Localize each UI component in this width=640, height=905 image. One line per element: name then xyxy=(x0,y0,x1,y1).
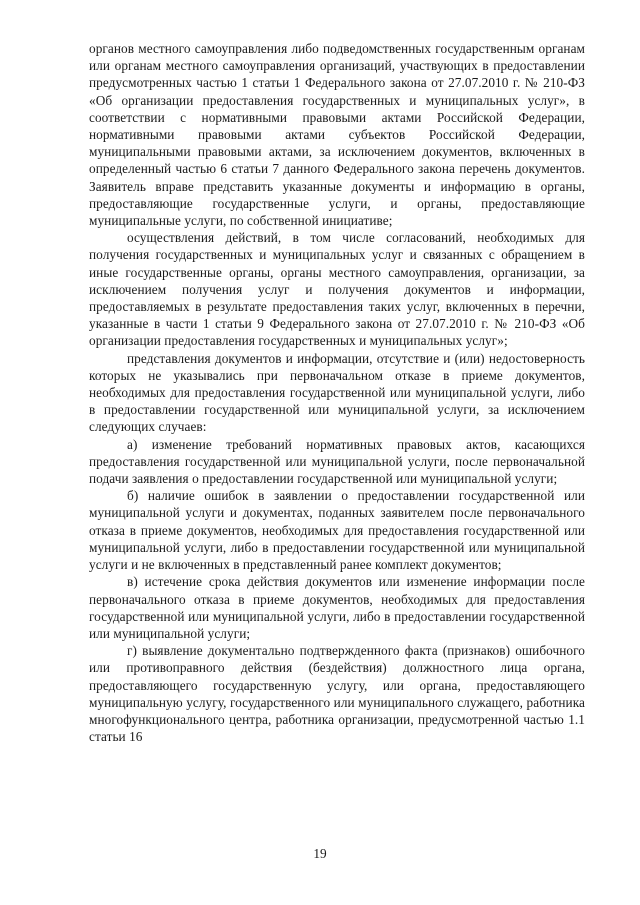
document-body xyxy=(89,40,585,745)
list-item-g: г) выявление документально подтвержденного факта (признаков) ошибочного или противоправного действия (бездействия) должностного лица органа, предоставляющего государственную услугу, или органа, предоставляющего муниципальную услугу, государственного или муниципального служащего, работника многофункционального центра, работника организации, предусмотренной частью 1.1 статьи 16 xyxy=(89,643,585,745)
page-number: 19 xyxy=(313,846,327,861)
list-item-b: б) наличие ошибок в заявлении о предоставлении государственной или муниципальной услуги и документах, поданных заявителем после первоначального отказа в приеме документов, необходимых для предоставления государственной или муниципальной услуги, либо в предоставлении государственной или муниципальной услуги и не включенных в представленный ранее комплект документов; xyxy=(89,488,585,573)
paragraph-continuation: органов местного самоуправления либо подведомственных государственным органам или органам местного самоуправления организаций, участвующих в предоставлении предусмотренных частью 1 статьи 1 Федерального закона от 27.07.2010 г. № 210-ФЗ «Об организации предоставления государственных и муниципальных услуг», в соответствии с нормативными правовыми актами Российской Федерации, нормативными правовыми актами субъектов Российской Федерации, муниципальными правовыми актами, за исключением документов, включенных в определенный частью 6 статьи 7 данного Федерального закона перечень документов. Заявитель вправе представить указанные документы и информацию в органы, предоставляющие государственные услуги, и органы, предоставляющие муниципальные услуги, по собственной инициативе; xyxy=(89,41,585,229)
list-item-a: а) изменение требований нормативных правовых актов, касающихся предоставления государственной или муниципальной услуги, после первоначальной подачи заявления о предоставлении государственной или муниципальной услуги; xyxy=(89,436,585,487)
list-item-v: в) истечение срока действия документов или изменение информации после первоначального отказа в приеме документов, необходимых для предоставления государственной или муниципальной услуги, либо в предоставлении государственной или муниципальной услуги; xyxy=(89,574,585,641)
paragraph-actions: осуществления действий, в том числе согласований, необходимых для получения государственных и муниципальных услуг и связанных с обращением в иные государственные органы, органы местного самоуправления, организации, за исключением получения услуг и получения документов и информации, предоставляемых в результате предоставления таких услуг, включенных в перечни, указанные в части 1 статьи 9 Федерального закона от 27.07.2010 г. № 210-ФЗ «Об организации предоставления государственных и муниципальных услуг»; xyxy=(89,230,585,349)
paragraph-documents: представления документов и информации, отсутствие и (или) недостоверность которых не указывались при первоначальном отказе в приеме документов, необходимых для предоставления государственной или муниципальной услуги, либо в предоставлении государственной или муниципальной услуги, за исключением следующих случаев: xyxy=(89,350,585,435)
